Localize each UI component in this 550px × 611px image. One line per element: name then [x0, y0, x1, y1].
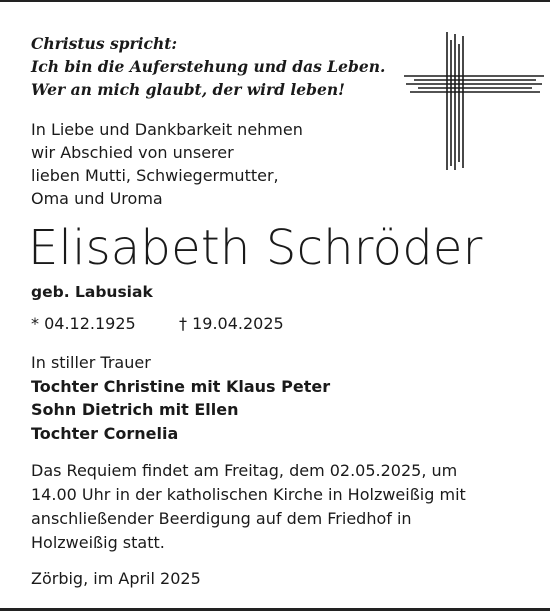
- requiem-line: anschließender Beerdigung auf dem Friedhof in: [31, 509, 412, 528]
- place-date: Zörbig, im April 2025: [31, 569, 201, 588]
- quote-line: Christus spricht:: [31, 34, 178, 53]
- birth-date: * 04.12.1925: [31, 314, 136, 333]
- intro-text: [31, 118, 303, 210]
- mourner-line: Tochter Christine mit Klaus Peter: [31, 376, 331, 396]
- bible-quote: [31, 32, 385, 101]
- requiem-info: [31, 459, 511, 555]
- intro-line: lieben Mutti, Schwiegermutter,: [31, 166, 279, 185]
- mourner-line: Sohn Dietrich mit Ellen: [31, 400, 239, 419]
- mourners: [31, 351, 330, 445]
- intro-line: In Liebe und Dankbarkeit nehmen: [31, 120, 303, 139]
- cross-icon: [402, 30, 546, 172]
- requiem-line: Das Requiem findet am Freitag, dem 02.05.2025, um: [31, 461, 458, 480]
- intro-line: wir Abschied von unserer: [31, 143, 234, 162]
- maiden-name: geb. Labusiak: [31, 283, 153, 301]
- requiem-line: Holzweißig statt.: [31, 533, 165, 552]
- intro-line: Oma und Uroma: [31, 189, 163, 208]
- death-date: † 19.04.2025: [179, 314, 284, 333]
- mourner-line: Tochter Cornelia: [31, 423, 179, 443]
- requiem-line: 14.00 Uhr in der katholischen Kirche in Holzweißig mit: [31, 485, 466, 504]
- mourners-intro: In stiller Trauer: [31, 353, 151, 372]
- quote-line: Wer an mich glaubt, der wird leben!: [31, 80, 345, 99]
- life-dates: [31, 312, 284, 336]
- quote-line: Ich bin die Auferstehung und das Leben.: [31, 57, 386, 76]
- deceased-name: Elisabeth Schröder: [28, 220, 483, 276]
